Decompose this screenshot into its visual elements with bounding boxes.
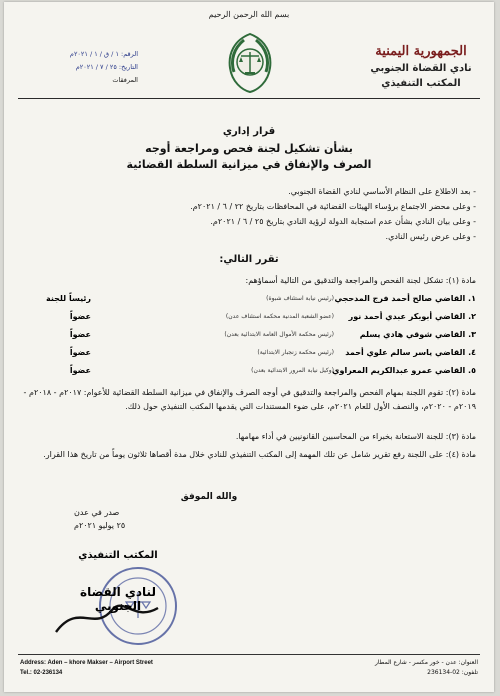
club-name: نادي القضاة الجنوبي xyxy=(370,63,472,74)
member-position: (رئيس نيابة استئناف شبوة) xyxy=(266,295,334,302)
issue-block xyxy=(74,508,184,530)
signature-title: المكتب التنفيذي xyxy=(78,550,158,561)
member-position: (وكيل نيابة المرور الابتدائية بعدن) xyxy=(251,367,334,374)
member-role: عضواً xyxy=(69,348,91,357)
article-2: مادة (٢): تقوم اللجنة بمهام الفحص والمراجعة والتدقيق في أوجه الصرف والإنفاق في ميزانية السلطة القضائية للأعوام: ٢٠١٧م - ٢٠١٨م - ٢٠١٩م - ٢٠٢٠م، والنصف الأول للعام ٢٠٢١م، على ضوء المستندات التي يقدمها المكتب التنفيذي حول ذلك. xyxy=(23,388,476,411)
member-position: (رئيس محكمة الأموال العامة الابتدائية بعدن) xyxy=(224,331,334,338)
member-row xyxy=(20,348,476,364)
article-4: مادة (٤): على اللجنة رفع تقرير شامل عن تلك المهمة إلى المكتب التنفيذي للنادي خلال مدة أقصاها ثلاثون يوماً من تاريخ هذا القرار. xyxy=(43,450,476,459)
address-ar: العنوان: عدن - خور مكسر - شارع المطار xyxy=(374,659,478,666)
signature-org: لنادي القضاة الجنوبي xyxy=(80,585,156,613)
member-row xyxy=(20,294,476,310)
preamble-item: - وعلى عرض رئيس النادي. xyxy=(385,232,476,241)
tel-en: Tel.: 02-236134 xyxy=(20,670,63,676)
member-name: ٥. القاضي عمرو عبدالكريم المعراوي xyxy=(332,366,476,375)
document-page xyxy=(4,2,494,692)
footer-address-en xyxy=(20,658,153,678)
basmala: بسم الله الرحمن الرحيم xyxy=(208,10,290,19)
member-role: عضواً xyxy=(69,366,91,375)
preamble-item: - بعد الاطلاع على النظام الأساسي لنادي القضاة الجنوبي. xyxy=(288,187,476,196)
footer-address-ar xyxy=(375,658,478,678)
member-row xyxy=(20,312,476,328)
footer-rule xyxy=(18,654,480,655)
issue-date: ٢٥ يوليو ٢٠٢١م xyxy=(74,521,126,530)
tel-ar: تلفون: 02-236134 xyxy=(427,669,478,676)
reference-number: الرقم: ١ / ق / ١ / ٢٠٢١م xyxy=(69,50,138,58)
header-rule xyxy=(18,98,480,99)
preamble-item: - وعلى بيان النادي بشأن عدم استجابة الدولة لرؤية النادي بتاريخ ٢٥ / ٦ / ٢٠٢١م. xyxy=(210,217,476,226)
article-3: مادة (٣): للجنة الاستعانة بخبراء من المحاسبين القانونيين في أداء مهامها. xyxy=(235,432,476,441)
signature-block xyxy=(58,550,178,613)
member-name: ١. القاضي صالح أحمد فرج المدحجي xyxy=(334,294,476,303)
member-row xyxy=(20,330,476,346)
member-role: عضواً xyxy=(69,330,91,339)
reference-date: التاريخ: ٢٥ / ٧ / ٢٠٢١م xyxy=(75,63,138,71)
republic-name: الجمهورية اليمنية xyxy=(375,44,467,59)
reference-block xyxy=(18,48,138,87)
article-1: مادة (١): تشكل لجنة الفحص والمراجعة والتدقيق من التالية أسماؤهم: xyxy=(245,276,476,285)
justice-scale-emblem xyxy=(224,32,276,94)
issue-place: صدر في عدن xyxy=(74,508,120,517)
member-row xyxy=(20,366,476,382)
decision-subject-line1: بشأن تشكيل لجنة فحص ومراجعة أوجه xyxy=(145,142,353,155)
decision-subject-line2: الصرف والإنفاق في ميزانية السلطة القضائية xyxy=(126,158,372,171)
member-position: (عضو الشعبة المدنية محكمة استئناف عدن) xyxy=(225,313,334,320)
member-name: ٢. القاضي أبوبكر عبدي أحمد نور xyxy=(348,312,476,321)
member-name: ٤. القاضي ياسر سالم علوي أحمد xyxy=(345,348,476,357)
decision-title: قرار إداري xyxy=(222,126,276,137)
member-role: عضواً xyxy=(69,312,91,321)
attachments-label: المرفقات xyxy=(112,76,138,84)
preamble-item: - وعلى محضر الاجتماع برؤساء الهيئات القضائية في المحافظات بتاريخ ٢٢ / ٦ / ٢٠٢١م. xyxy=(190,202,476,211)
preamble xyxy=(20,184,476,244)
member-role: رئيساً للجنة xyxy=(46,294,91,303)
closing-phrase: والله الموفق xyxy=(180,492,238,502)
office-name: المكتب التنفيذي xyxy=(381,78,461,89)
member-name: ٣. القاضي شوقي هادي يسلم xyxy=(359,330,476,339)
member-position: (رئيس محكمة زنجبار الابتدائية) xyxy=(257,349,334,356)
letterhead-right xyxy=(362,44,480,89)
address-en: Address: Aden – khore Makser – Airport Street xyxy=(20,660,153,666)
decision-heading: تقرر التالي: xyxy=(219,254,279,265)
